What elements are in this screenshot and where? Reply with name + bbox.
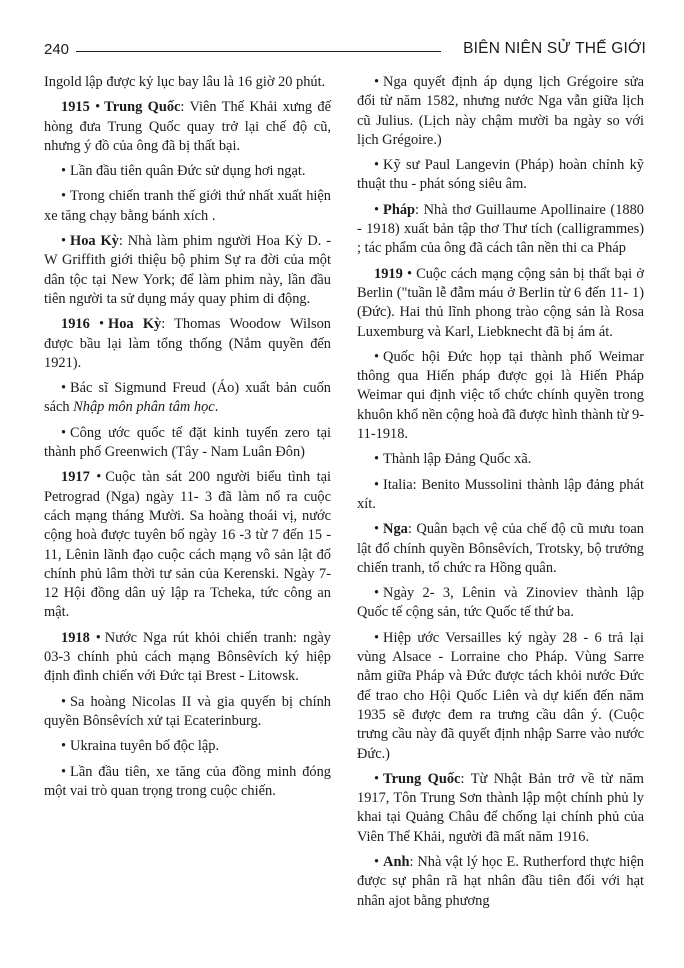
entry-text: Cuộc cách mạng cộng sản bị thất bại ở Berlin ("tuần lễ đẫm máu ở Berlin từ 6 đến 11- 1) (Đức). Hai thủ lĩnh phong trào cộng sản là Rosa Luxemburg và Karl, Liebknecht đã bị ám át. [357,265,644,340]
entry-paragraph [44,763,331,802]
bullet-mark: • [374,770,380,787]
entry-paragraph [44,379,331,418]
entry-text: Lần đầu tiên, xe tăng của đồng minh đóng một vai trò quan trọng trong cuộc chiến. [44,763,331,799]
entry-text-end: . [214,399,219,416]
entry-paragraph [357,348,644,444]
right-column [357,73,644,917]
entry-text: Ukraina tuyên bố độc lập. [70,738,220,755]
entry-paragraph [357,770,644,847]
entry-country: Hoa Kỳ [70,233,119,250]
entry-paragraph [44,232,331,309]
entry-paragraph [44,187,331,226]
entry-paragraph [44,424,331,463]
bullet-mark: • [374,201,380,218]
bullet-mark: • [61,380,67,397]
entry-paragraph [44,162,331,181]
entry-paragraph [357,520,644,578]
entry-text: : Viên Thế Khải xưng đế hòng đưa Trung Quốc quay trở lại chế độ cũ, nhưng ý đồ của ông đã bị thất bại. [44,99,332,154]
entry-paragraph [44,315,331,373]
entry-text: Lần đầu tiên quân Đức sử dụng hơi ngạt. [70,163,306,180]
bullet-mark: • [95,99,101,116]
entry-text: Bác sĩ Sigmund Freud (Áo) xuất bản cuốn sách [44,380,331,416]
entry-text: Công ước quốc tế đặt kinh tuyến zero tại thành phố Greenwich (Tây - Nam Luân Đôn) [44,424,331,461]
entry-paragraph [44,73,331,92]
entry-paragraph [357,853,644,911]
entry-country: Pháp [383,201,416,218]
entry-paragraph [44,629,331,687]
entry-text: : Quân bạch vệ của chế độ cũ mưu toan lật đổ chính quyền Bônsêvích, Trotsky, bộ trưởng chiến tranh, tổ chức ra Hồng quân. [357,521,644,576]
entry-year: 1917 [61,469,90,486]
page-number: 240 [44,41,70,58]
entry-text: Thành lập Đảng Quốc xã. [383,451,532,468]
entry-text: : Nhà vật lý học E. Rutherford thực hiện được sự phân rã hạt nhân đầu tiên đối với hạt nhân ajot bằng phương [357,853,644,909]
header-rule [76,51,441,52]
page-header [44,41,646,61]
entry-country: Trung Quốc [383,770,461,787]
book-title: Nhập môn phân tâm học [73,399,215,416]
entry-text: : Thomas Woodow Wilson được bầu lại làm tổng thống (Nắm quyền đến 1921). [44,316,331,371]
entry-text: Ngày 2- 3, Lênin và Zinoviev thành lập Quốc tế cộng sản, tức Quốc tế thứ ba. [357,585,644,621]
bullet-mark: • [61,163,67,180]
entry-country: Trung Quốc [104,99,181,116]
bullet-mark: • [374,348,380,365]
entry-country: Anh [383,853,410,870]
entry-text: Nga quyết định áp dụng lịch Grégoire sửa đổi từ năm 1582, nhưng nước Nga vẫn giữa lịch cũ Julius. (Lịch này chậm mười ba ngày so với lịch Grégoire.) [357,74,644,148]
entry-paragraph [357,476,644,515]
bullet-mark: • [61,424,67,441]
bullet-mark: • [374,476,380,493]
entry-text: Quốc hội Đức họp tại thành phố Weimar thông qua Hiến pháp được gọi là Hiến Pháp Weimar qui định việc tổ chức chính quyền trong khuôn khổ nền cộng hoà đã được hình thành từ 9-11-1918. [357,348,644,443]
entry-paragraph [357,584,644,623]
bullet-mark: • [61,693,67,710]
bullet-mark: • [61,738,67,755]
bullet-mark: • [95,629,101,646]
entry-paragraph [357,629,644,764]
bullet-mark: • [407,265,413,282]
entry-text: : Nhà thơ Guillaume Apollinaire (1880 - 1918) xuất bản tập thơ Thư tích (calligrammes) ; tác phẩm của ông đã cách tân nền thi ca Pháp [357,201,644,257]
bullet-mark: • [374,74,380,90]
bullet-mark: • [61,233,67,250]
entry-paragraph [44,98,331,156]
bullet-mark: • [98,316,105,333]
entry-text: Italia: Benito Mussolini thành lập đảng phát xít. [357,476,644,512]
entry-paragraph [357,201,644,259]
entry-country: Hoa Kỳ [108,316,162,333]
bullet-mark: • [96,469,102,486]
entry-text: Ingold lập được kỷ lục bay lâu là 16 giờ 20 phút. [44,74,326,90]
entry-text: Trong chiến tranh thế giới thứ nhất xuất hiện xe tăng chạy bằng bánh xích . [44,188,331,224]
bullet-mark: • [61,188,67,205]
bullet-mark: • [374,629,380,646]
entry-text: : Nhà làm phim người Hoa Kỳ D. - W Griffith giới thiệu bộ phim Sự ra đời của một dân tộc tại New York; để làm phim này, lần đầu tiên người ta sử dụng máy quay phim di động. [44,233,331,307]
entry-paragraph [44,737,331,756]
bullet-mark: • [61,763,67,780]
left-column [44,73,331,807]
entry-text: Sa hoàng Nicolas II và gia quyến bị chính quyền Bônsêvích xử tại Ecaterinburg. [44,693,331,729]
bullet-mark: • [374,521,380,538]
bullet-mark: • [374,853,380,870]
entry-paragraph [357,265,644,342]
entry-country: Nga [383,521,408,538]
entry-paragraph [44,693,331,732]
entry-year: 1919 [374,265,403,282]
entry-text: Kỹ sư Paul Langevin (Pháp) hoàn chỉnh kỹ thuật thu - phát sóng siêu âm. [357,157,644,193]
entry-year: 1916 [61,316,90,333]
bullet-mark: • [374,157,380,174]
entry-text: : Từ Nhật Bản trở về từ năm 1917, Tôn Trung Sơn thành lập một chính phủ ly khai tại Quảng Châu để chống lại chính phủ của Viên Thế Khải, người đã mất năm 1916. [357,770,644,845]
bullet-mark: • [374,585,380,602]
entry-paragraph [44,468,331,622]
entry-text: Nước Nga rút khỏi chiến tranh: ngày 03-3 chính phủ cách mạng Bônsêvích ký hiệp định đình chiến với Đức tại Brest - Litowsk. [44,629,331,685]
entry-paragraph [357,450,644,469]
entry-text: Cuộc tàn sát 200 người biểu tình tại Petrograd (Nga) ngày 11- 3 đã làm nổ ra cuộc cách mạng tháng Mười. Sa hoàng thoái vị, nước cộng hoà được tuyên bố ngày 16 -3 từ 7 đến 15 - 11, Lênin lãnh đạo cuộc cách mạng vô sản lật đổ chính phủ lâm thời tư sản của Kerenski. Ngày 7-12 Hội đồng dân uỷ lập ra Tcheka, tức công an mật. [44,469,331,621]
running-title: BIÊN NIÊN SỬ THẾ GIỚI [463,40,646,57]
bullet-mark: • [374,451,380,468]
entry-year: 1915 [61,99,90,116]
entry-text: Hiệp ước Versailles ký ngày 28 - 6 trả lại vùng Alsace - Lorraine cho Pháp. Vùng Sarre nằm giữa Pháp và Đức được tách khỏi nước Đức để trao cho Hội Quốc Liên và dự kiến đến năm 1935 sẽ được đem ra trưng cầu dân ý. (Cuộc trưng cầu này đã quyết định nhập Sarre vào nước Đức.) [357,629,644,762]
entry-paragraph [357,156,644,195]
entry-paragraph [357,73,644,150]
entry-year: 1918 [61,629,90,646]
